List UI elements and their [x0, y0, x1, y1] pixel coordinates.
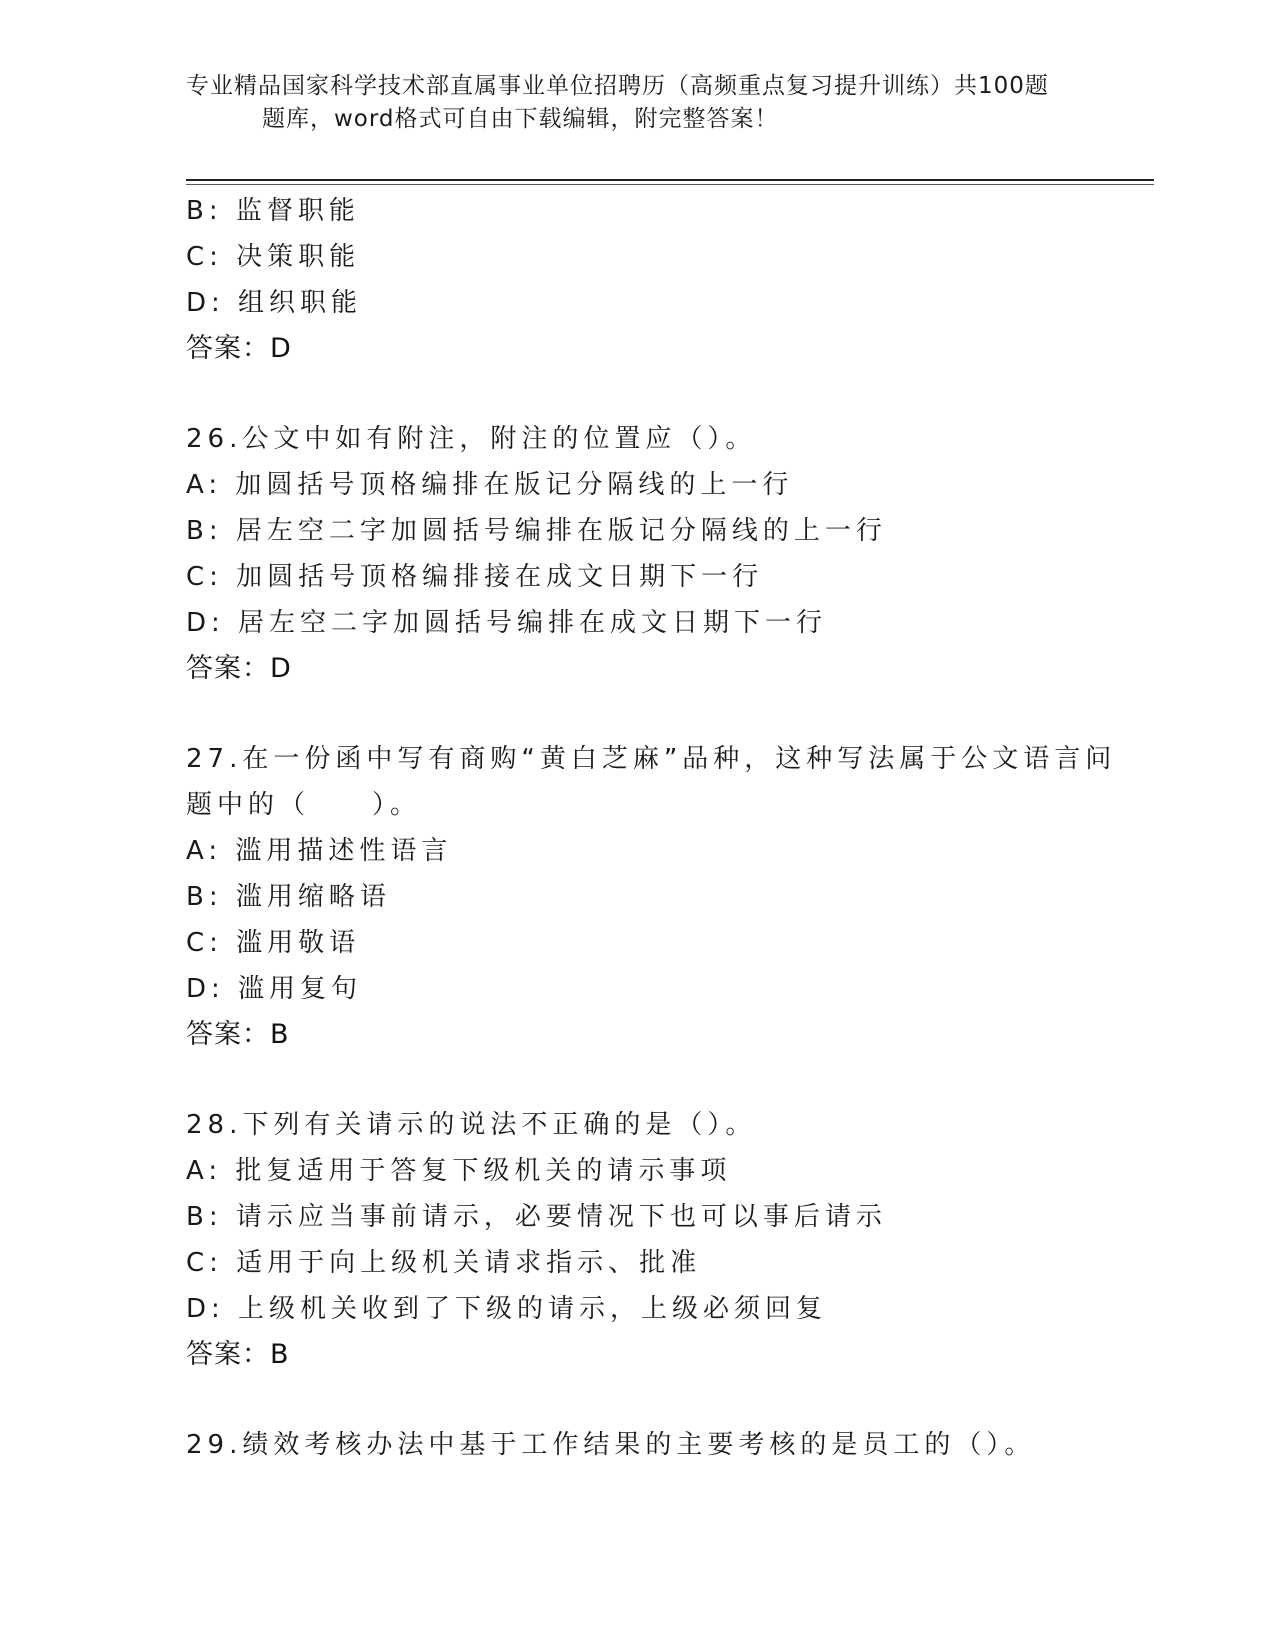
question-text: 28.下列有关请示的说法不正确的是（）。 — [186, 1110, 757, 1140]
header-line-1: 专业精品国家科学技术部直属事业单位招聘历（高频重点复习提升训练）共100题 — [186, 73, 1049, 99]
header-divider-thin — [186, 184, 1154, 185]
question-text: 29.绩效考核办法中基于工作结果的主要考核的是员工的（）。 — [186, 1430, 1036, 1460]
question-29 — [186, 1422, 1146, 1468]
option-c: C: 适用于向上级机关请求指示、批准 — [186, 1248, 702, 1278]
question-text-line-1: 27.在一份函中写有商购“黄白芝麻”品种，这种写法属于公文语言问 — [186, 744, 1117, 774]
option-d: D: 组织职能 — [186, 288, 363, 318]
option-a: A: 加圆括号顶格编排在版记分隔线的上一行 — [186, 470, 794, 500]
answer-line: 答案：B — [186, 1339, 290, 1370]
option-b: B: 请示应当事前请示，必要情况下也可以事后请示 — [186, 1202, 887, 1232]
question-27 — [186, 736, 1146, 1058]
option-c: C: 滥用敬语 — [186, 928, 361, 958]
option-c: C: 决策职能 — [186, 242, 361, 272]
spacer — [186, 372, 1146, 416]
spacer — [186, 1058, 1146, 1102]
option-d: D: 滥用复句 — [186, 974, 363, 1004]
answer-line: 答案：D — [186, 333, 292, 364]
question-text-line-2: 题中的（ ）。 — [186, 790, 422, 820]
answer-line: 答案：B — [186, 1019, 290, 1050]
option-a: A: 批复适用于答复下级机关的请示事项 — [186, 1156, 732, 1186]
spacer — [186, 692, 1146, 736]
header-divider-thick — [186, 179, 1154, 181]
option-a: A: 滥用描述性语言 — [186, 836, 453, 866]
option-b: B: 居左空二字加圆括号编排在版记分隔线的上一行 — [186, 516, 887, 546]
answer-line: 答案：D — [186, 653, 292, 684]
question-28 — [186, 1102, 1146, 1378]
option-b: B: 滥用缩略语 — [186, 882, 391, 912]
option-d: D: 上级机关收到了下级的请示，上级必须回复 — [186, 1294, 828, 1324]
document-header — [186, 70, 1086, 136]
option-d: D: 居左空二字加圆括号编排在成文日期下一行 — [186, 608, 828, 638]
header-line-2: 题库，word格式可自由下载编辑，附完整答案！ — [262, 106, 779, 132]
question-text: 26.公文中如有附注，附注的位置应（）。 — [186, 424, 757, 454]
question-list — [186, 188, 1146, 1468]
question-25-continued — [186, 188, 1146, 372]
question-26 — [186, 416, 1146, 692]
spacer — [186, 1378, 1146, 1422]
option-b: B: 监督职能 — [186, 196, 360, 226]
option-c: C: 加圆括号顶格编排接在成文日期下一行 — [186, 562, 764, 592]
